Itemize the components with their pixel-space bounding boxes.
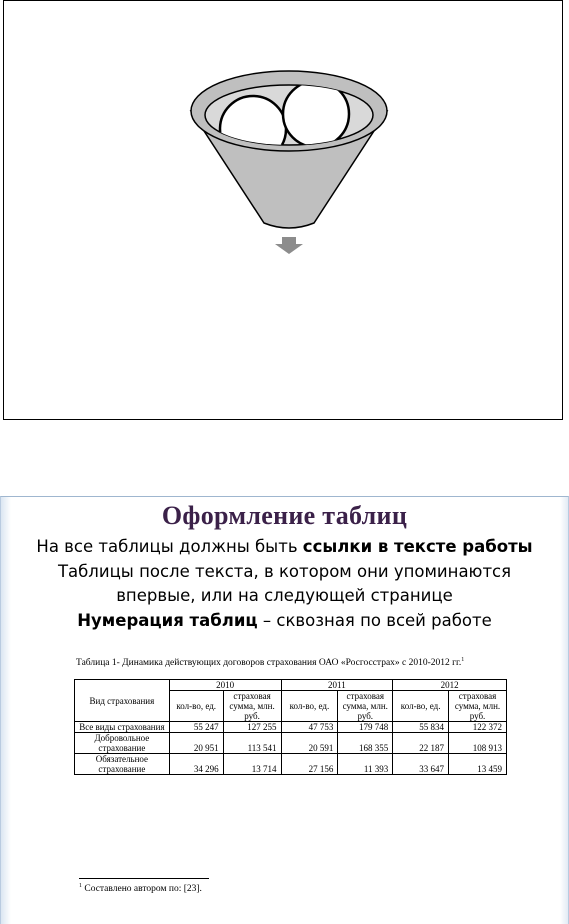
slide-table-formatting (0, 496, 569, 924)
row-label: Все виды страхования (75, 722, 170, 733)
row-label: Добровольное страхование (75, 733, 170, 754)
slide-funnel (3, 0, 563, 420)
rule-numbering (1, 611, 568, 630)
subheader-sum: страховая сумма, млн. руб. (449, 691, 507, 722)
table-row (75, 754, 507, 775)
slide-title: Оформление таблиц (161, 501, 408, 530)
table-row (75, 733, 507, 754)
subheader-sum: страховая сумма, млн. руб. (223, 691, 281, 722)
rule-references-bold: ссылки в тексте работы (302, 537, 533, 556)
table-caption-note: 1 (461, 657, 465, 663)
header-year-2011: 2011 (281, 680, 393, 691)
table-cell: 13 459 (449, 754, 507, 775)
header-type: Вид страхования (75, 680, 170, 722)
table-cell: 47 753 (281, 722, 338, 733)
table-cell: 55 247 (169, 722, 223, 733)
table-cell: 113 541 (223, 733, 281, 754)
footnote-text: Составлено автором по: [23]. (82, 884, 202, 895)
subheader-count: кол-во, ед. (169, 691, 223, 722)
rule-placement-1: Таблицы после текста, в котором они упоминаются (57, 562, 512, 581)
table-cell: 11 393 (338, 754, 393, 775)
rule-numbering-bold: Нумерация таблиц (77, 611, 258, 630)
row-label: Обязательное страхование (75, 754, 170, 775)
table-caption (76, 657, 464, 668)
table-cell: 27 156 (281, 754, 338, 775)
subheader-sum: страховая сумма, млн. руб. (338, 691, 393, 722)
table-row (75, 722, 507, 733)
footnote-mark: 1 (79, 883, 82, 889)
header-year-2010: 2010 (169, 680, 281, 691)
table-cell: 20 591 (281, 733, 338, 754)
footnote-divider (79, 878, 209, 879)
table-cell: 13 714 (223, 754, 281, 775)
insurance-table (74, 679, 507, 775)
table-cell: 20 951 (169, 733, 223, 754)
table-cell: 179 748 (338, 722, 393, 733)
footnote (79, 883, 202, 894)
table-cell: 122 372 (449, 722, 507, 733)
table-cell: 168 355 (338, 733, 393, 754)
rule-references (1, 537, 568, 556)
table-cell: 33 647 (393, 754, 449, 775)
rule-placement-2: впервые, или на следующей странице (116, 586, 453, 605)
header-year-2012: 2012 (393, 680, 507, 691)
table-cell: 55 834 (393, 722, 449, 733)
table-cell: 108 913 (449, 733, 507, 754)
subheader-count: кол-во, ед. (393, 691, 449, 722)
arrow-down-icon (275, 237, 303, 254)
table-caption-text: Таблица 1- Динамика действующих договоров страхования ОАО «Росгосстрах» с 2010-2012 гг. (76, 658, 462, 669)
subheader-count: кол-во, ед. (281, 691, 338, 722)
rule-references-text: На все таблицы должны быть (36, 537, 303, 556)
rule-numbering-text: – сквозная по всей работе (257, 611, 492, 630)
table-cell: 22 187 (393, 733, 449, 754)
table-cell: 34 296 (169, 754, 223, 775)
table-cell: 127 255 (223, 722, 281, 733)
funnel-diagram (4, 1, 562, 419)
